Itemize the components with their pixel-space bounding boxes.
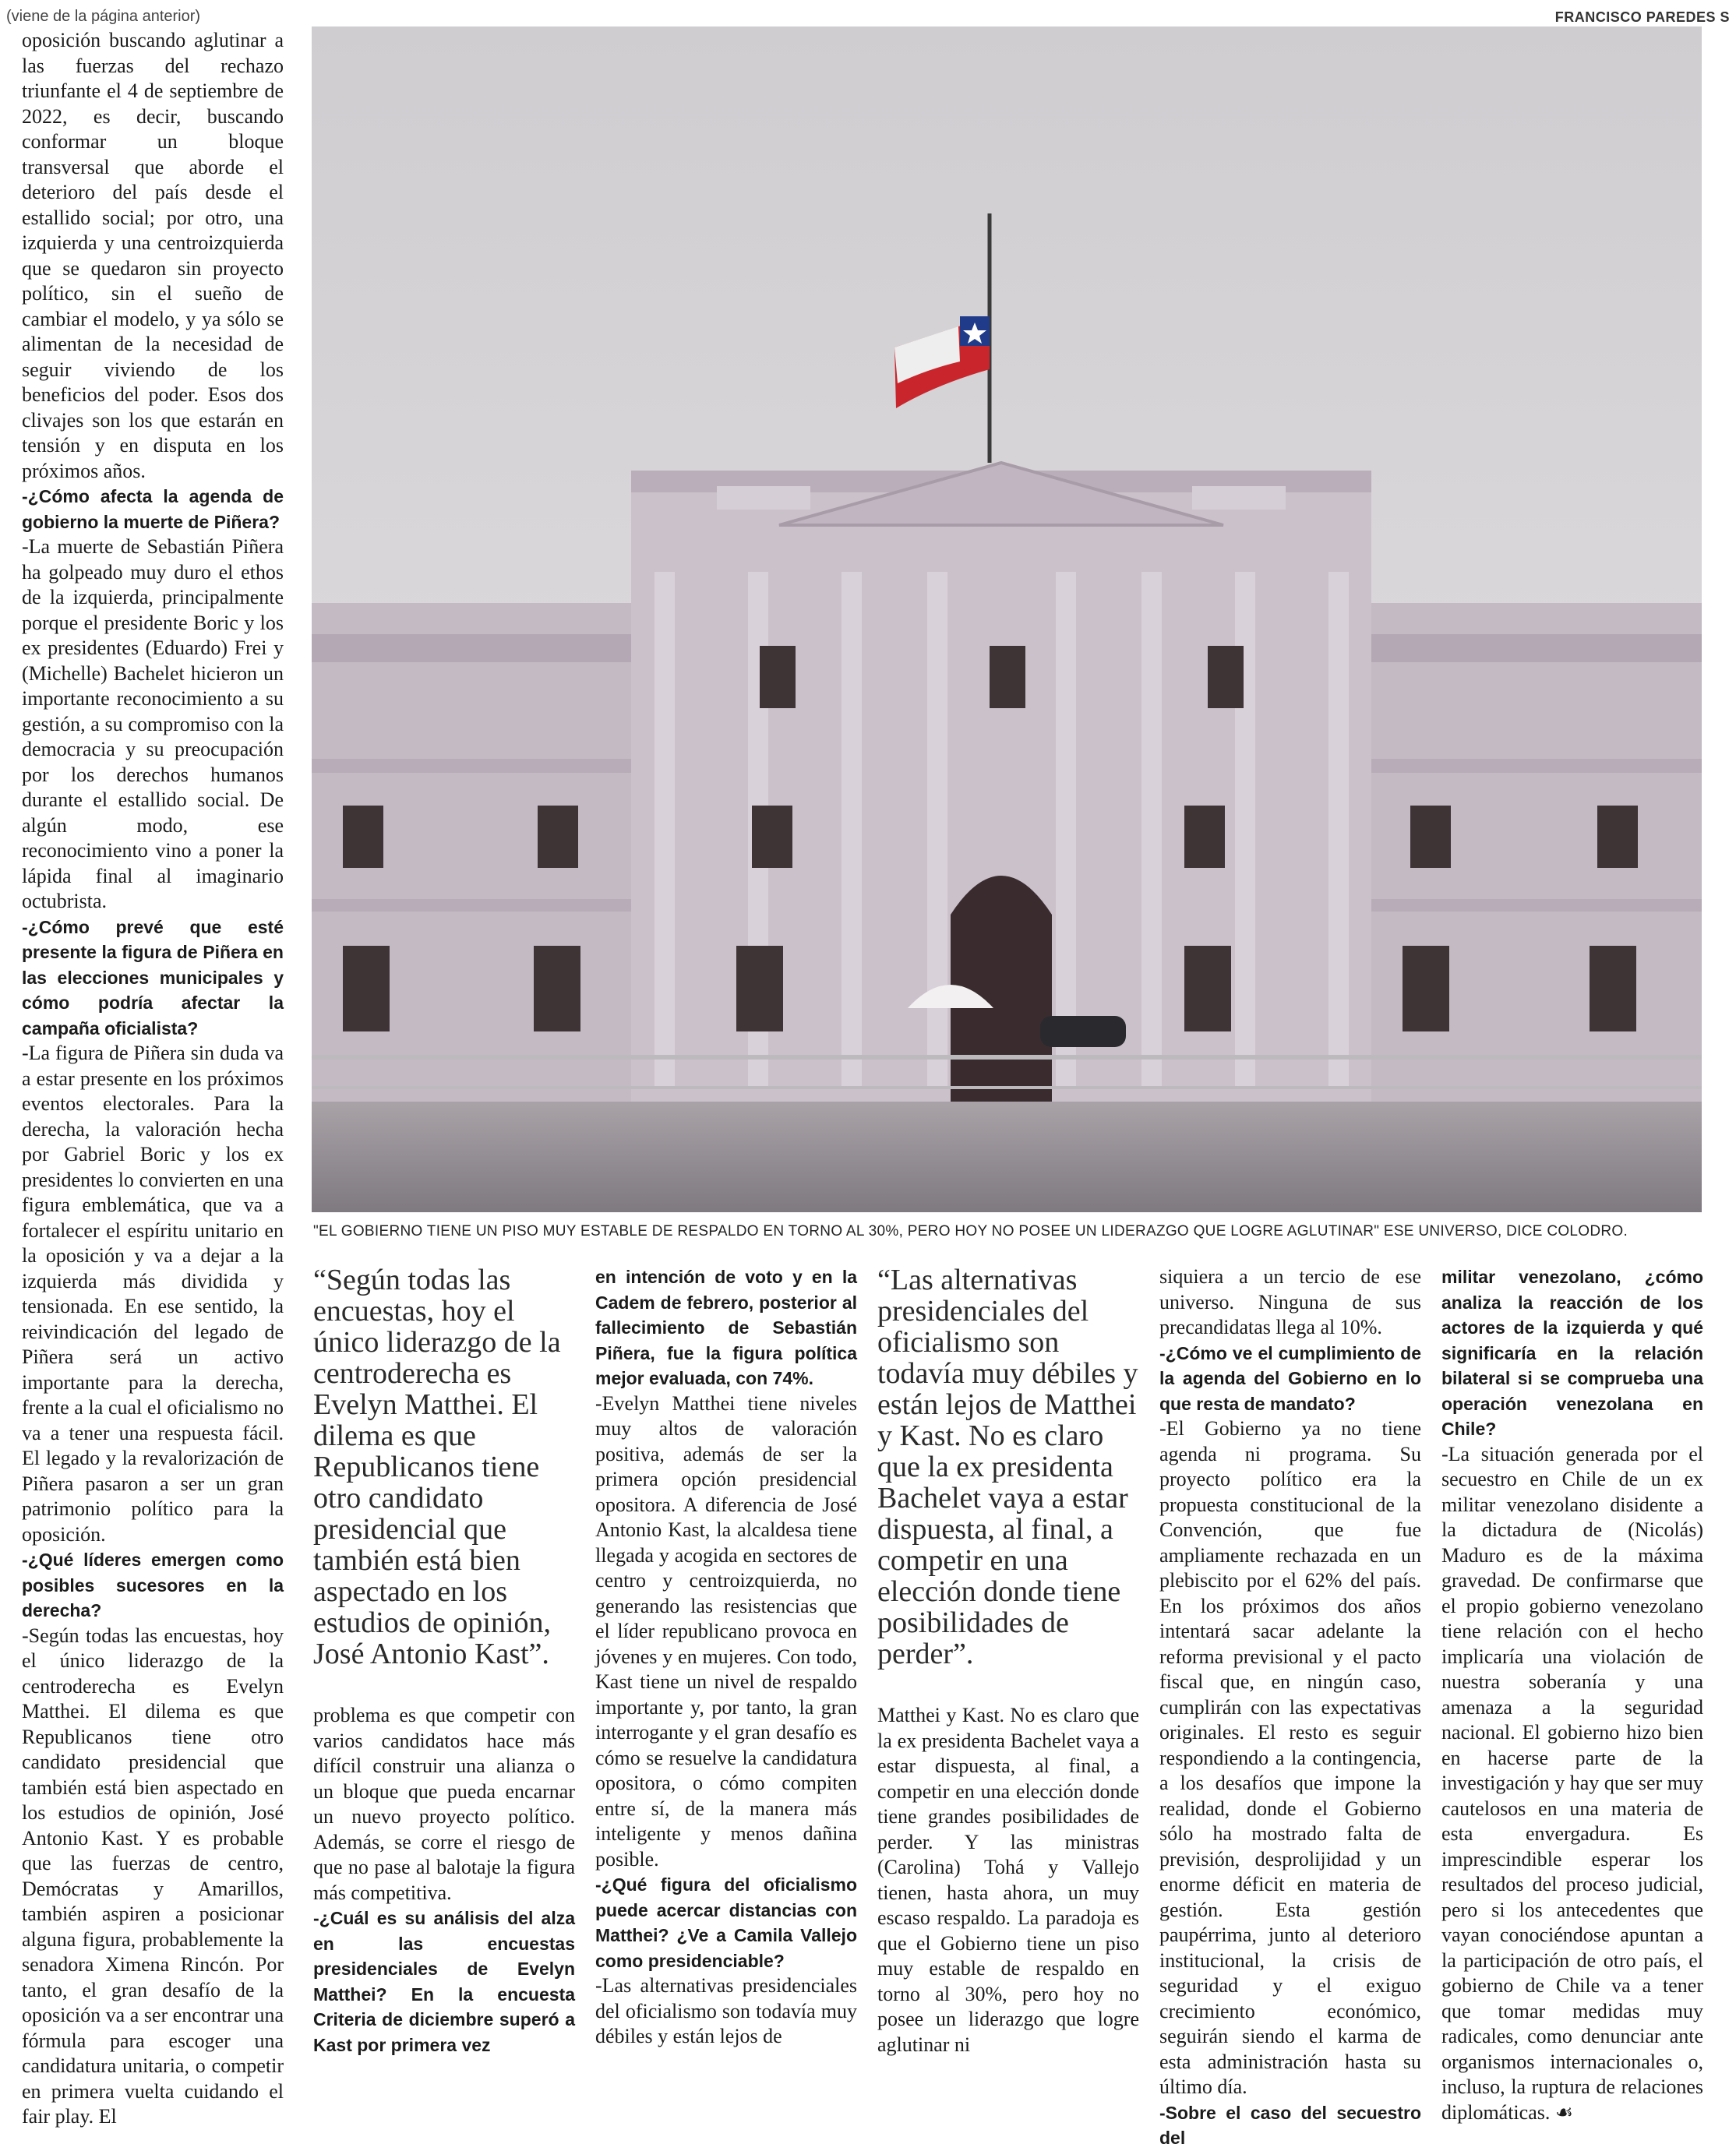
- photo-credit: FRANCISCO PAREDES S: [1554, 9, 1730, 25]
- barrier: [312, 1055, 1702, 1060]
- article-column-1: [22, 28, 284, 2130]
- interview-question: -¿Qué figura del oficialismo puede acercar distancias con Matthei? ¿Ve a Camila Vallejo como presidenciable?: [595, 1874, 857, 1971]
- plaza: [312, 1102, 1702, 1212]
- article-column-2: [313, 1703, 575, 2058]
- palace-illustration: [312, 26, 1702, 1212]
- interview-question: militar venezolano, ¿cómo analiza la reacción de los actores de la izquierda y qué significaría en la relación bilateral si se comprueba una operación venezolana en Chile?: [1441, 1267, 1703, 1439]
- interview-question: -¿Cómo ve el cumplimiento de la agenda del Gobierno en lo que resta de mandato?: [1159, 1342, 1421, 1414]
- article-column-6: [1441, 1264, 1703, 2125]
- article-column-4: [877, 1703, 1139, 2058]
- article-column-5: [1159, 1264, 1421, 2151]
- interview-question: -Sobre el caso del secuestro del: [1159, 2102, 1421, 2148]
- answer-paragraph: -Según todas las encuestas, hoy el único liderazgo de la centroderecha es Evelyn Matthei. El dilema es que Republicanos tiene otro candidato presidencial que también está bien aspectado en los estudios de opinión, José Antonio Kast. Y es probable que las fuerzas de centro, Demócratas y Amarillos, también aspiren a posicionar alguna figura, probablemente la senadora Ximena Rincón. Por tanto, el gran desafío de la oposición va a ser encontrar una fórmula para escoger una candidatura unitaria, o competir en primera vuelta cuidando el fair play. El: [22, 1624, 284, 2128]
- answer-paragraph: problema es que competir con varios candidatos hace más difícil construir una alianza o un bloque que pueda encarnar un nuevo proyecto político. Además, se corre el riesgo de que no pase al balotaje la figura más competitiva.: [313, 1704, 575, 1904]
- article-column-3: [595, 1264, 857, 2050]
- answer-paragraph: -Evelyn Matthei tiene niveles muy altos de valoración positiva, además de ser la primera opción presidencial opositora. A diferencia de José Antonio Kast, la alcaldesa tiene llegada y acogida en sectores de centro y centroizquierda, no generando las resistencias que el líder republicano provoca en jóvenes y en mujeres. Con todo, Kast tiene un nivel de respaldo importante y, por tanto, la gran interrogante y el gran desafío es cómo se resuelve la candidatura opositora, o cómo compiten entre sí, de la manera más inteligente y menos dañina posible.: [595, 1391, 857, 1871]
- pull-quote-2: “Las alternativas presidenciales del oficialismo son todavía muy débiles y están lejos de Matthei y Kast. No es claro que la ex presidenta Bachelet vaya a estar dispuesta, al final, a competir en una elección donde tiene posibilidades de perder”.: [877, 1264, 1138, 1670]
- interview-question: -¿Cómo prevé que esté presente la figura de Piñera en las elecciones municipales y cómo podría afectar la campaña oficialista?: [22, 916, 284, 1038]
- photo-caption: "EL GOBIERNO TIENE UN PISO MUY ESTABLE DE RESPALDO EN TORNO AL 30%, PERO HOY NO POSEE UN LIDERAZGO QUE LOGRE AGLUTINAR" ESE UNIVERSO, DICE COLODRO.: [313, 1223, 1628, 1239]
- answer-paragraph: -La figura de Piñera sin duda va a estar presente en los próximos eventos electorales. Para la derecha, la valoración hecha por Gabriel Boric y los ex presidentes lo convierten en una figura emblemática, que va a fortalecer el espíritu unitario en la oposición y va a dejar a la izquierda más dividida y tensionada. En ese sentido, la reivindicación del legado de Piñera será un activo importante para la derecha, frente a la cual el oficialismo no va a tener una respuesta fácil. El legado y la revalorización de Piñera pasaron a ser un gran patrimonio político para la oposición.: [22, 1042, 284, 1546]
- pull-quote-1: “Según todas las encuestas, hoy el único liderazgo de la centroderecha es Evelyn Matthei. El dilema es que Republicanos tiene otro candidato presidencial que también está bien aspectado en los estudios de opinión, José Antonio Kast”.: [313, 1264, 561, 1670]
- answer-paragraph: -El Gobierno ya no tiene agenda ni programa. Su proyecto político era la propuesta constitucional de la Convención, que fue ampliamente rechazada en un plebiscito por el 62% del país. En los próximos dos años intentará sacar adelante la reforma previsional y el pacto fiscal que, en ningún caso, cumplirán con las expectativas originales. El resto es seguir respondiendo a la contingencia, a los desafíos que impone la realidad, donde el Gobierno sólo ha mostrado falta de previsión, desprolijidad y un enorme déficit en materia de gestión. Esta gestión paupérrima, junto al deterioro institucional, la crisis de seguridad y el exiguo crecimiento económico, seguirán siendo el karma de esta administración hasta su último día.: [1159, 1417, 1421, 2098]
- answer-paragraph: -La muerte de Sebastián Piñera ha golpeado muy duro el ethos de la izquierda, principalmente porque el presidente Boric y los ex presidentes (Eduardo) Frei y (Michelle) Bachelet hicieron un importante reconocimiento a su gestión, a su compromiso con la democracia y su preocupación por los derechos humanos durante el estallido social. De algún modo, ese reconocimiento vino a poner la lápida final al imaginario octubrista.: [22, 535, 284, 912]
- answer-paragraph: -Las alternativas presidenciales del oficialismo son todavía muy débiles y están lejos de: [595, 1974, 857, 2047]
- answer-paragraph: Matthei y Kast. No es claro que la ex presidenta Bachelet vaya a estar dispuesta, al final, a competir en una elección donde tiene grandes posibilidades de perder. Y las ministras (Carolina) Tohá y Vallejo tienen, hasta ahora, un muy escaso respaldo. La paradoja es que el Gobierno tiene un piso muy estable de respaldo en torno al 30%, pero hoy no posee un liderazgo que logre aglutinar ni: [877, 1704, 1139, 2056]
- la-moneda-photo: [312, 26, 1702, 1212]
- answer-paragraph: -La situación generada por el secuestro en Chile de un ex militar venezolano disidente a la dictadura de (Nicolás) Maduro es de la máxima gravedad. De confirmarse que el propio gobierno venezolano tiene relación con el hecho implicaría una violación de nuestra soberanía y una amenaza a la seguridad nacional. El gobierno hizo bien en hacerse parte de la investigación y hay que ser muy cautelosos en una materia de esta envergadura. Es imprescindible esperar los resultados del proceso judicial, pero si los antecedentes que vayan conociéndose apuntan a la participación de otro país, el gobierno de Chile va a tener que tomar medidas muy radicales, como denunciar ante organismos internacionales o, incluso, la ruptura de relaciones diplomáticas. ☙: [1441, 1442, 1703, 2124]
- interview-question: -¿Cómo afecta la agenda de gobierno la muerte de Piñera?: [22, 486, 284, 532]
- interview-question: en intención de voto y en la Cadem de febrero, posterior al fallecimiento de Sebastián Piñera, fue la figura política mejor evaluada, con 74%.: [595, 1267, 857, 1388]
- answer-paragraph: oposición buscando aglutinar a las fuerzas del rechazo triunfante el 4 de septiembre de 2022, es decir, buscando conformar un bloque transversal que aborde el deterioro del país desde el estallido social; por otro, una izquierda y una centroizquierda que se quedaron sin proyecto político, sin el sueño de cambiar el modelo, y ya sólo se alimentan de la necesidad de seguir viviendo de los beneficios del poder. Esos dos clivajes son los que estarán en tensión y en disputa en los próximos años.: [22, 29, 284, 482]
- answer-paragraph: siquiera a un tercio de ese universo. Ninguna de sus precandidatas llega al 10%.: [1159, 1265, 1421, 1338]
- interview-question: -¿Cuál es su análisis del alza en las encuestas presidenciales de Evelyn Matthei? En la encuesta Criteria de diciembre superó a Kast por primera vez: [313, 1908, 575, 2055]
- car: [1040, 1016, 1126, 1047]
- continued-note: (viene de la página anterior): [6, 8, 201, 25]
- interview-question: -¿Qué líderes emergen como posibles sucesores en la derecha?: [22, 1550, 284, 1620]
